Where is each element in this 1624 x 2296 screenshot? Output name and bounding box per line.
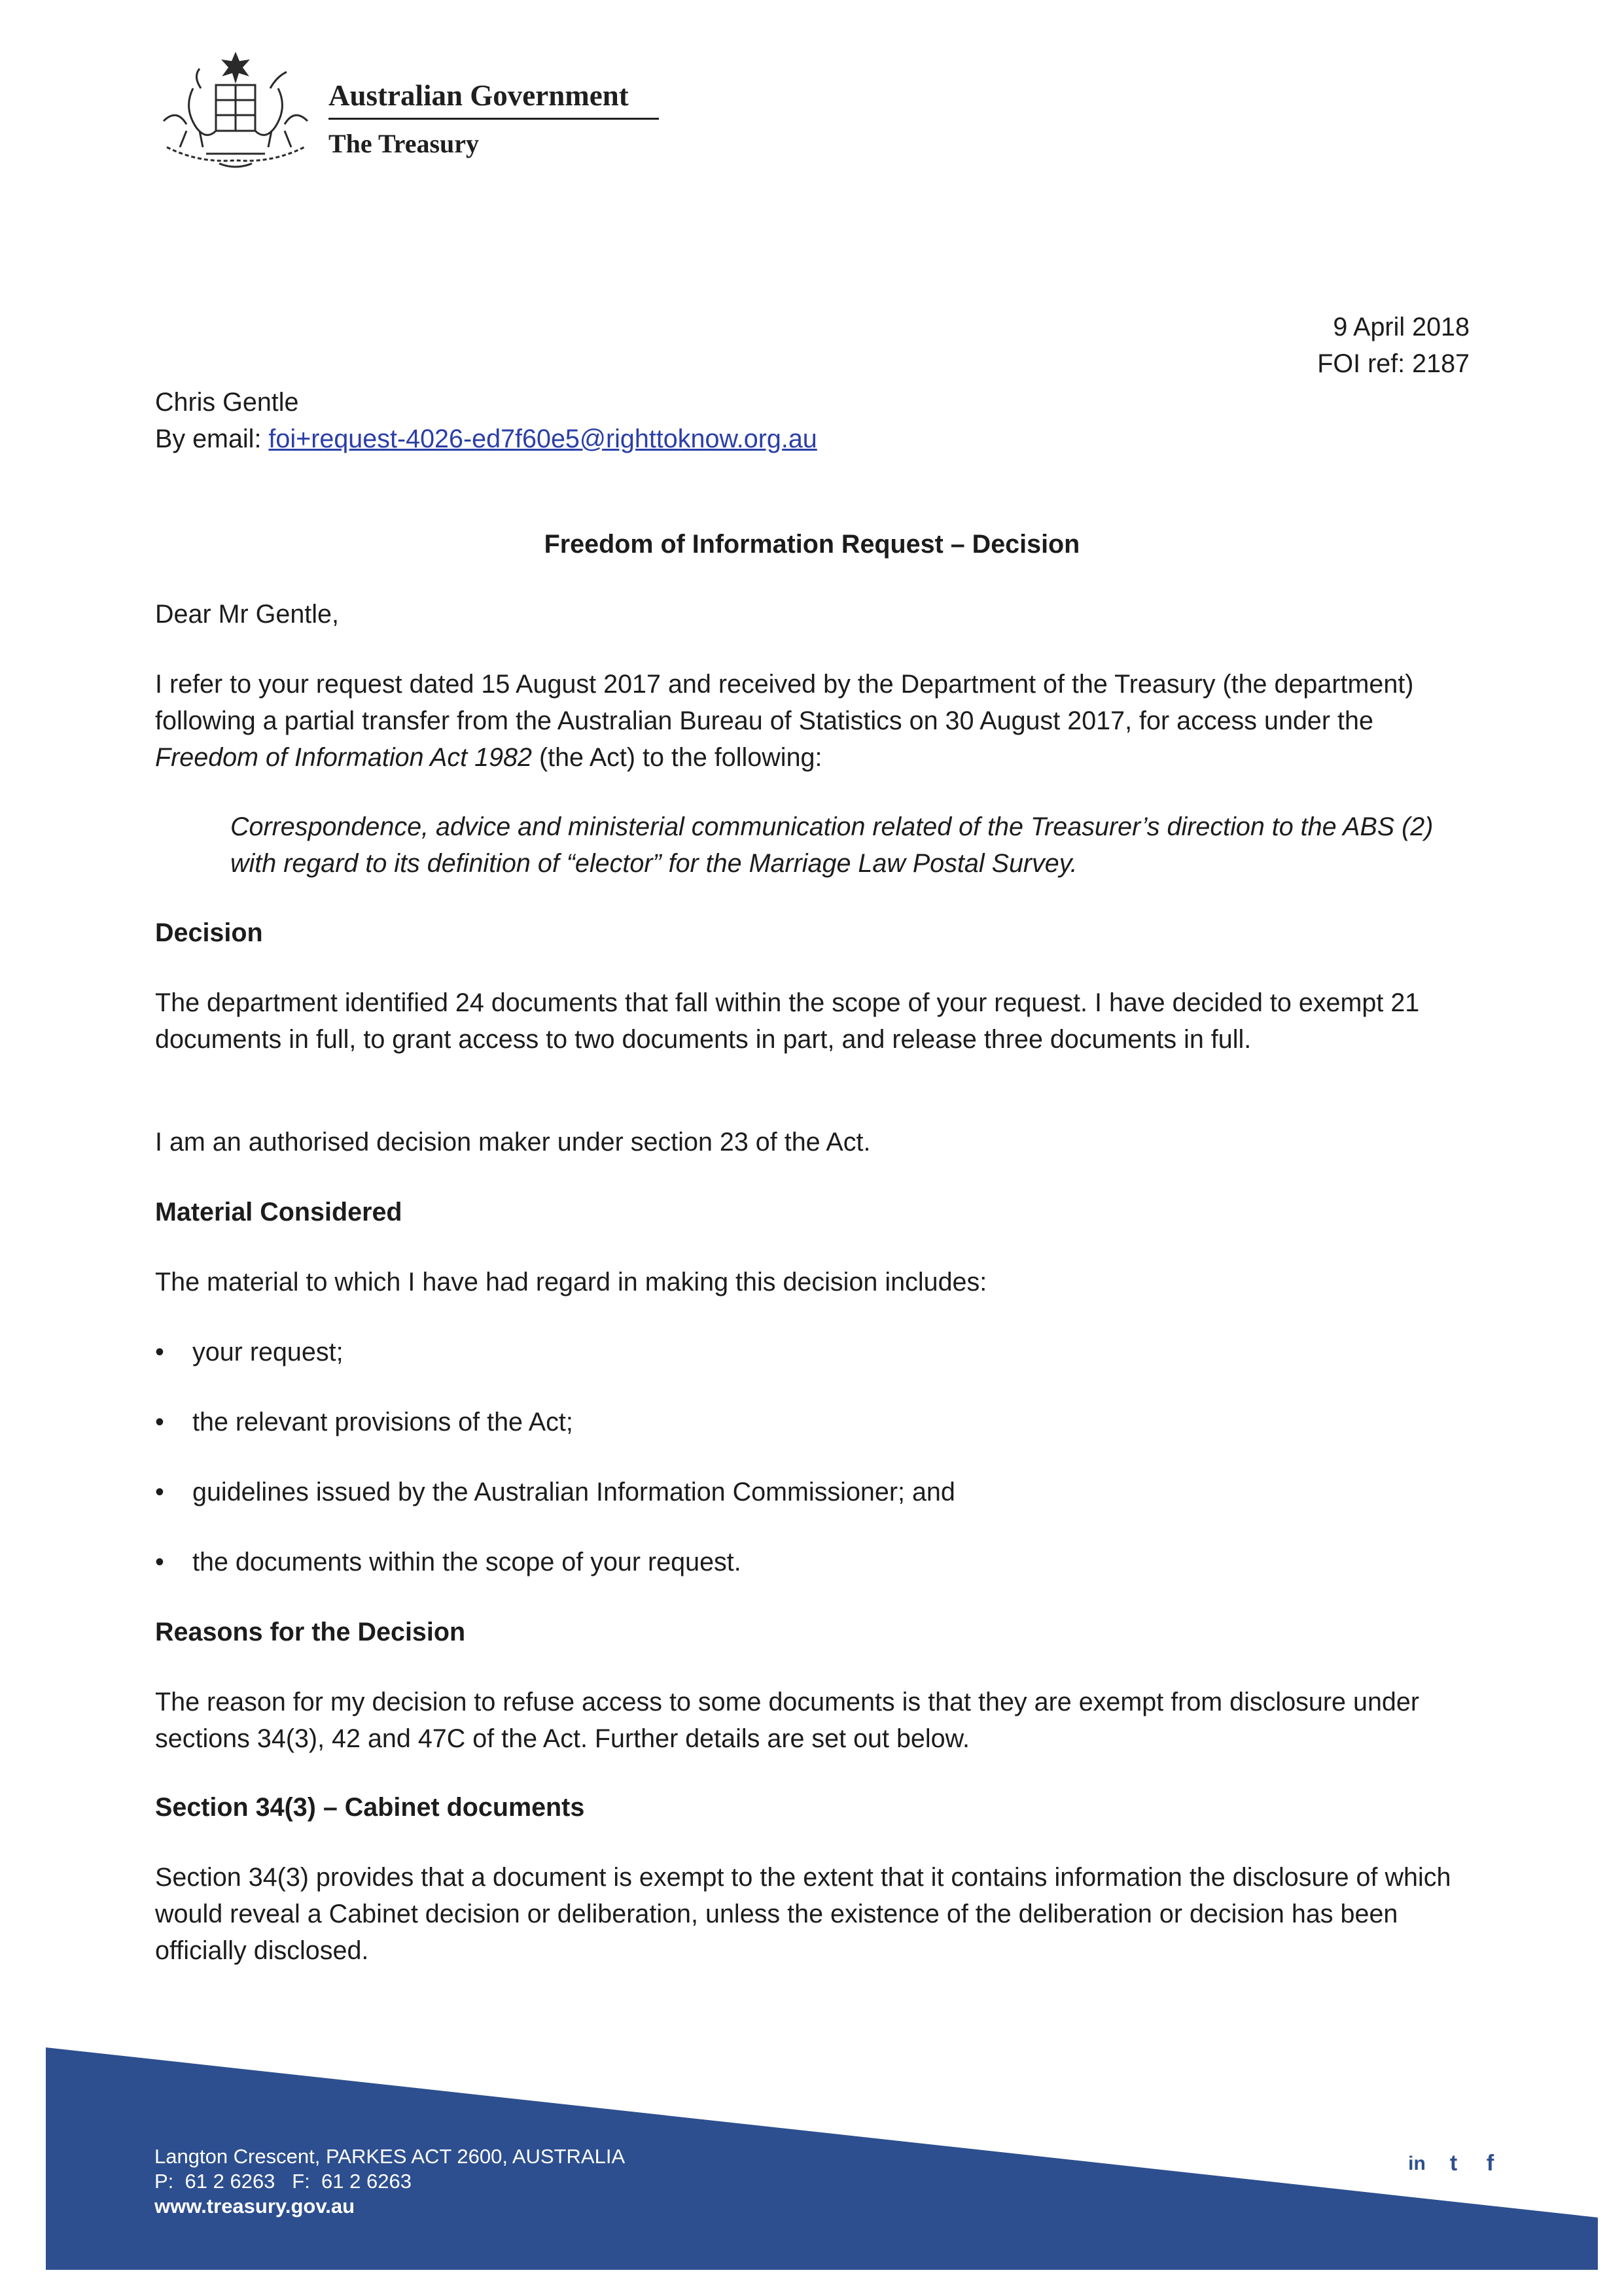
twitter-icon[interactable]: t (1438, 2148, 1469, 2179)
letter-date: 9 April 2018 (1333, 313, 1470, 341)
email-label: By email: (155, 425, 269, 453)
salutation: Dear Mr Gentle, (155, 600, 339, 629)
act-title: Freedom of Information Act 1982 (155, 743, 532, 772)
bullet-icon: • (155, 1548, 164, 1576)
list-item-text: the documents within the scope of your request. (192, 1548, 741, 1576)
material-heading: Material Considered (155, 1198, 402, 1226)
coat-of-arms-icon (154, 49, 317, 173)
government-title: Australian Government (328, 77, 659, 120)
department-name: The Treasury (328, 129, 480, 158)
material-intro: The material to which I have had regard in making this decision includes: (155, 1268, 987, 1296)
list-item-text: the relevant provisions of the Act; (192, 1408, 573, 1436)
reasons-heading: Reasons for the Decision (155, 1618, 466, 1646)
bullet-icon: • (155, 1478, 164, 1506)
decision-maker-paragraph: I am an authorised decision maker under section 23 of the Act. (155, 1128, 871, 1157)
footer-website-link[interactable]: www.treasury.gov.au (154, 2195, 355, 2218)
recipient-name: Chris Gentle (155, 388, 299, 417)
intro-text-end: (the Act) to the following: (531, 743, 822, 772)
bullet-icon: • (155, 1408, 164, 1436)
footer-address: Langton Crescent, PARKES ACT 2600, AUSTRALIA (154, 2145, 626, 2168)
foi-reference: FOI ref: 2187 (1317, 349, 1470, 378)
footer-phone: P: 61 2 6263 F: 61 2 6263 (154, 2170, 412, 2193)
email-link[interactable]: foi+request-4026-ed7f60e5@righttoknow.org.au (268, 425, 817, 453)
decision-heading: Decision (155, 918, 263, 947)
section-34-heading: Section 34(3) – Cabinet documents (155, 1793, 585, 1822)
letter-subject: Freedom of Information Request – Decision (544, 530, 1080, 559)
request-quote: Correspondence, advice and ministerial communication related of the Treasurer’s direction to the ABS (2) with regard to its definition of “elector” for the Marriage Law Postal Survey. (230, 812, 1434, 878)
intro-text: I refer to your request dated 15 August 2017 and received by the Department of the Treasury (the department) following a partial transfer from the Australian Bureau of Statistics on 30 August 2017, for access under the (155, 670, 1414, 735)
facebook-icon[interactable]: f (1475, 2148, 1506, 2179)
linkedin-icon[interactable]: in (1402, 2148, 1432, 2179)
decision-paragraph: The department identified 24 documents that fall within the scope of your request. I have decided to exempt 21 documents in full, to grant access to two documents in part, and release three documents in full. (155, 988, 1420, 1054)
reasons-paragraph: The reason for my decision to refuse access to some documents is that they are exempt from disclosure under sections 34(3), 42 and 47C of the Act. Further details are set out below. (155, 1688, 1420, 1753)
recipient-email-line (155, 421, 817, 457)
bullet-icon: • (155, 1338, 164, 1366)
list-item-text: guidelines issued by the Australian Information Commissioner; and (192, 1478, 955, 1506)
list-item-text: your request; (192, 1338, 344, 1366)
intro-paragraph (155, 666, 1470, 776)
section-34-paragraph: Section 34(3) provides that a document is exempt to the extent that it contains information the disclosure of which would reveal a Cabinet decision or deliberation, unless the existence of the deliberation or decision has been officially disclosed. (155, 1863, 1451, 1965)
